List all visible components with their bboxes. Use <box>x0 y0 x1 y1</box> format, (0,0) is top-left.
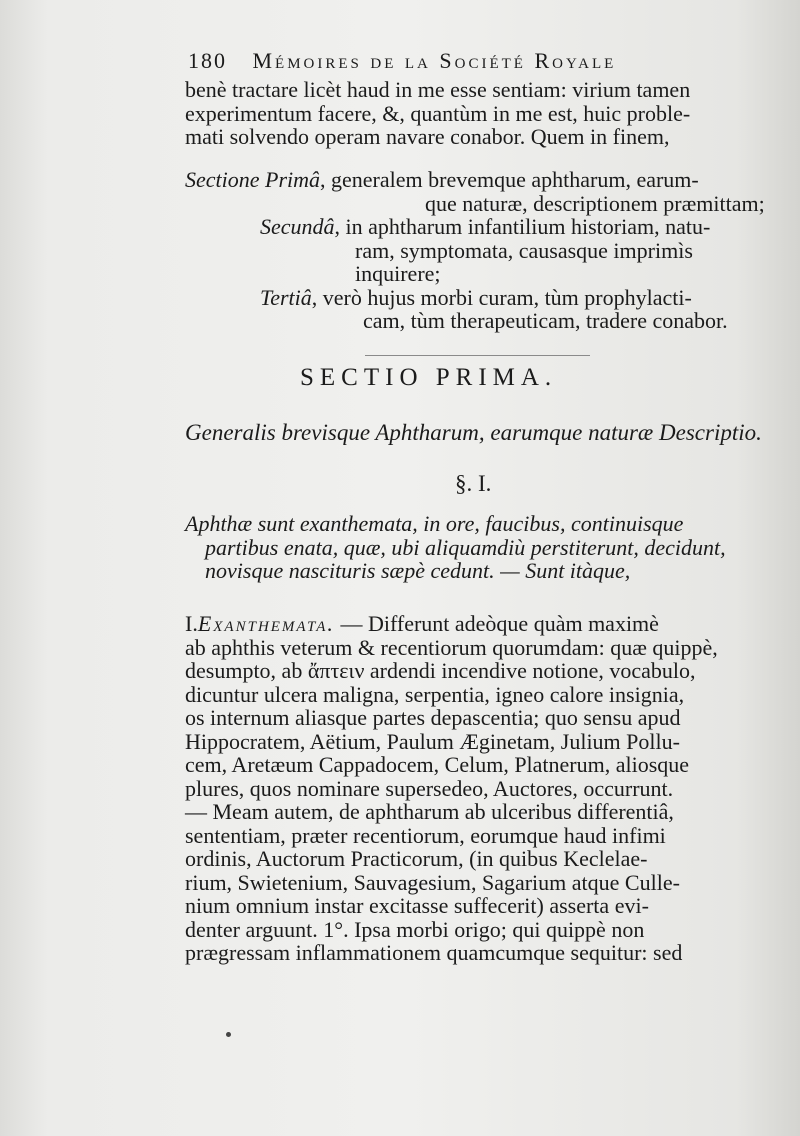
page-number: 180 <box>188 48 227 73</box>
lead-rest: — Differunt adeòque quàm maximè <box>334 611 659 636</box>
section-title: SECTIO PRIMA. <box>300 364 558 391</box>
text-line: benè tractare licèt haud in me esse sentiam: virium tamen <box>185 77 691 102</box>
text-line: — Meam autem, de aphtharum ab ulceribus differentiâ, <box>185 799 674 824</box>
running-title: Mémoires de la Société Royale <box>252 48 617 73</box>
text-line: plures, quos nominare supersedeo, Auctores, occurrunt. <box>185 775 674 801</box>
ink-speck <box>226 1032 231 1037</box>
body-paragraph <box>185 612 750 965</box>
text-line: sententiam, præter recentiorum, eorumque haud infimi <box>185 822 666 848</box>
text-line: mati solvendo operam navare conabor. Quem in finem, <box>185 124 670 149</box>
plan-text: , generalem brevemque aphtharum, earum- <box>320 167 699 192</box>
lead-line <box>185 612 750 636</box>
text-line: experimentum facere, &, quantùm in me est, huic proble- <box>185 100 691 126</box>
plan-prima <box>185 168 750 192</box>
paragraph-mark: §. I. <box>455 471 492 496</box>
plan-secunda <box>185 215 750 239</box>
text-line: partibus enata, quæ, ubi aliquamdiù perstiterunt, decidunt, <box>205 534 726 560</box>
running-header <box>188 48 616 74</box>
text-line: nium omnium instar excitasse suffecerit) asserta evi- <box>185 893 649 918</box>
text-line: os internum aliasque partes depascentia; quo sensu apud <box>185 705 681 730</box>
plan-tertia <box>185 286 750 310</box>
plan-label: Tertiâ <box>260 284 312 310</box>
text-line: rium, Swietenium, Sauvagesium, Sagarium atque Culle- <box>185 869 680 895</box>
plan-label: Sectione Primâ <box>185 167 321 192</box>
plan-text: , verò hujus morbi curam, tùm prophylacti- <box>311 284 692 310</box>
lead-term: Exanthemata. <box>197 611 335 636</box>
text-line: ordinis, Auctorum Practicorum, (in quibus Keclelae- <box>185 846 648 871</box>
text-line: inquirere; <box>355 261 441 286</box>
text-line: ram, symptomata, causasque imprimìs <box>355 237 693 263</box>
definition-paragraph <box>185 512 750 583</box>
plan-text: , in aphtharum infantilium historiam, natu- <box>334 214 711 239</box>
divider-rule <box>365 355 590 356</box>
lead-number: I. <box>185 611 198 636</box>
text-line: denter arguunt. 1°. Ipsa morbi origo; qui quippè non <box>185 916 645 942</box>
text-line: dicuntur ulcera maligna, serpentia, igneo calore insignia, <box>185 681 685 707</box>
text-line: Aphthæ sunt exanthemata, in ore, faucibus, continuisque <box>185 511 684 536</box>
text-line: cam, tùm therapeuticam, tradere conabor. <box>363 308 728 333</box>
section-subtitle: Generalis brevisque Aphtharum, earumque naturæ Descriptio. <box>185 420 762 445</box>
text-line: cem, Aretæum Cappadocem, Celum, Platnerum, aliosque <box>185 752 690 777</box>
text-line: novisque nascituris sæpè cedunt. — Sunt itàque, <box>205 558 631 583</box>
intro-paragraph <box>185 78 750 149</box>
text-line: desumpto, ab ἄπτειν ardendi incendive notione, vocabulo, <box>185 658 696 683</box>
text-line: ab aphthis veterum & recentiorum quorumdam: quæ quippè, <box>185 634 718 660</box>
text-line: prægressam inflammationem quamcumque sequitur: sed <box>185 940 683 965</box>
text-line: que naturæ, descriptionem præmittam; <box>425 190 765 216</box>
text-line: Hippocratem, Aëtium, Paulum Æginetam, Julium Pollu- <box>185 728 680 754</box>
plan-list <box>185 167 765 333</box>
plan-label: Secundâ <box>260 214 335 239</box>
